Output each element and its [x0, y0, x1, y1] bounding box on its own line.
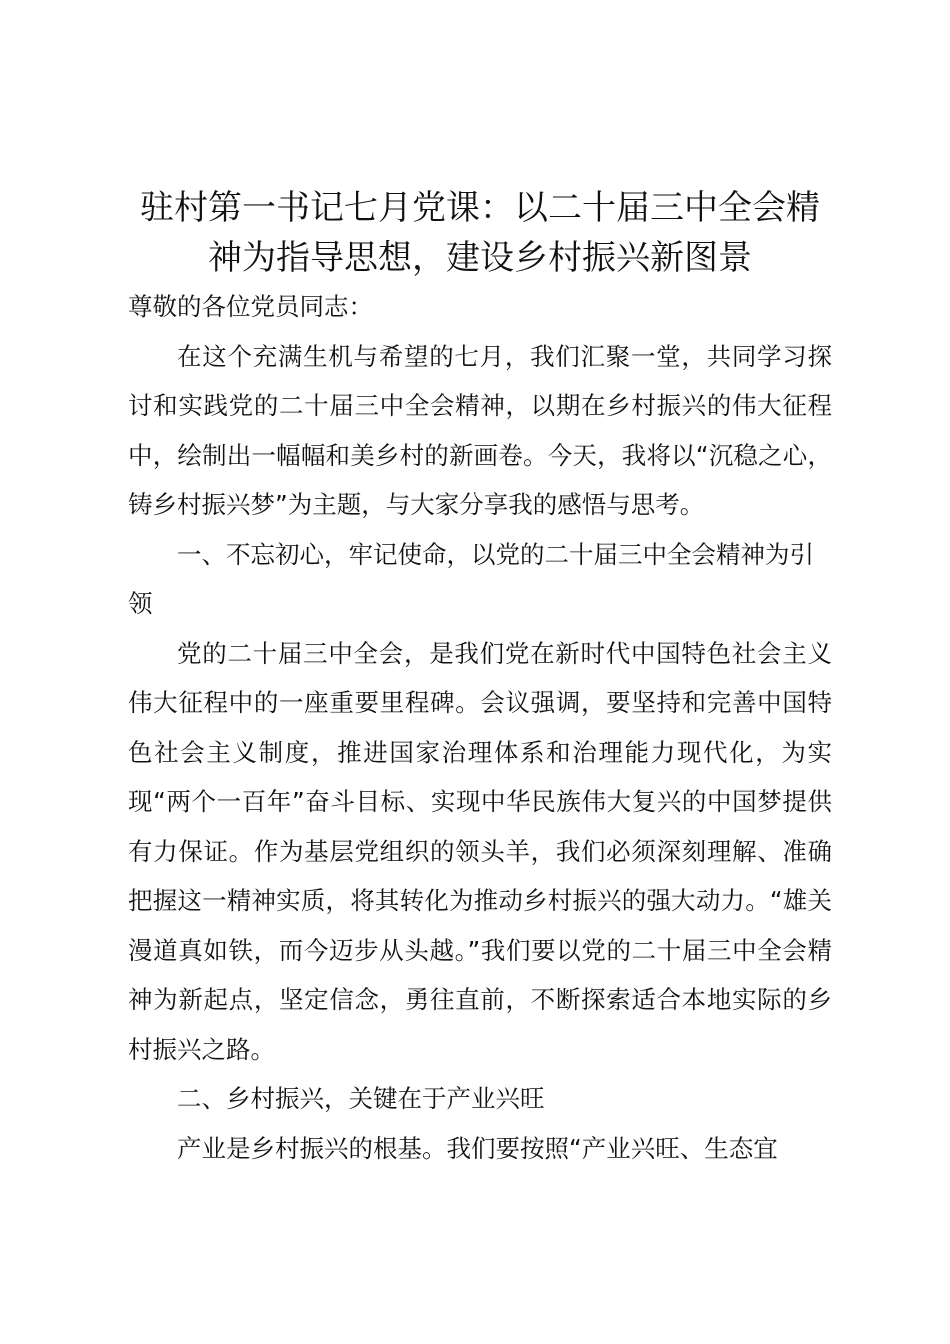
title-line-2: 神为指导思想，建设乡村振兴新图景 [208, 238, 752, 278]
paragraph-section-1: 党的二十届三中全会，是我们党在新时代中国特色社会主义伟大征程中的一座重要里程碑。会议强调，要坚持和完善中国特色社会主义制度，推进国家治理体系和治理能力现代化，为实现“两个一百年”奋斗目标、实现中华民族伟大复兴的中国梦提供有力保证。作为基层党组织的领头羊，我们必须深刻理解、准确把握这一精神实质，将其转化为推动乡村振兴的强大动力。“雄关漫道真如铁，而今迈步从头越。”我们要以党的二十届三中全会精神为新起点，坚定信念，勇往直前，不断探索适合本地实际的乡村振兴之路。 [128, 638, 832, 1064]
salutation: 尊敬的各位党员同志： [128, 292, 373, 321]
section-heading-1: 一、不忘初心，牢记使命，以党的二十届三中全会精神为引领 [128, 539, 814, 618]
section-heading-2: 二、乡村振兴，关键在于产业兴旺 [177, 1084, 545, 1113]
title-line-1: 驻村第一书记七月党课：以二十届三中全会精 [140, 188, 820, 228]
paragraph-intro: 在这个充满生机与希望的七月，我们汇聚一堂，共同学习探讨和实践党的二十届三中全会精神，以期在乡村振兴的伟大征程中，绘制出一幅幅和美乡村的新画卷。今天，我将以“沉稳之心，铸乡村振兴梦”为主题，与大家分享我的感悟与思考。 [128, 341, 832, 519]
document-page [128, 0, 832, 1344]
paragraph-section-2: 产业是乡村振兴的根基。我们要按照“产业兴旺、生态宜 [177, 1133, 778, 1163]
document-title [128, 183, 832, 283]
document-body [128, 282, 832, 1173]
